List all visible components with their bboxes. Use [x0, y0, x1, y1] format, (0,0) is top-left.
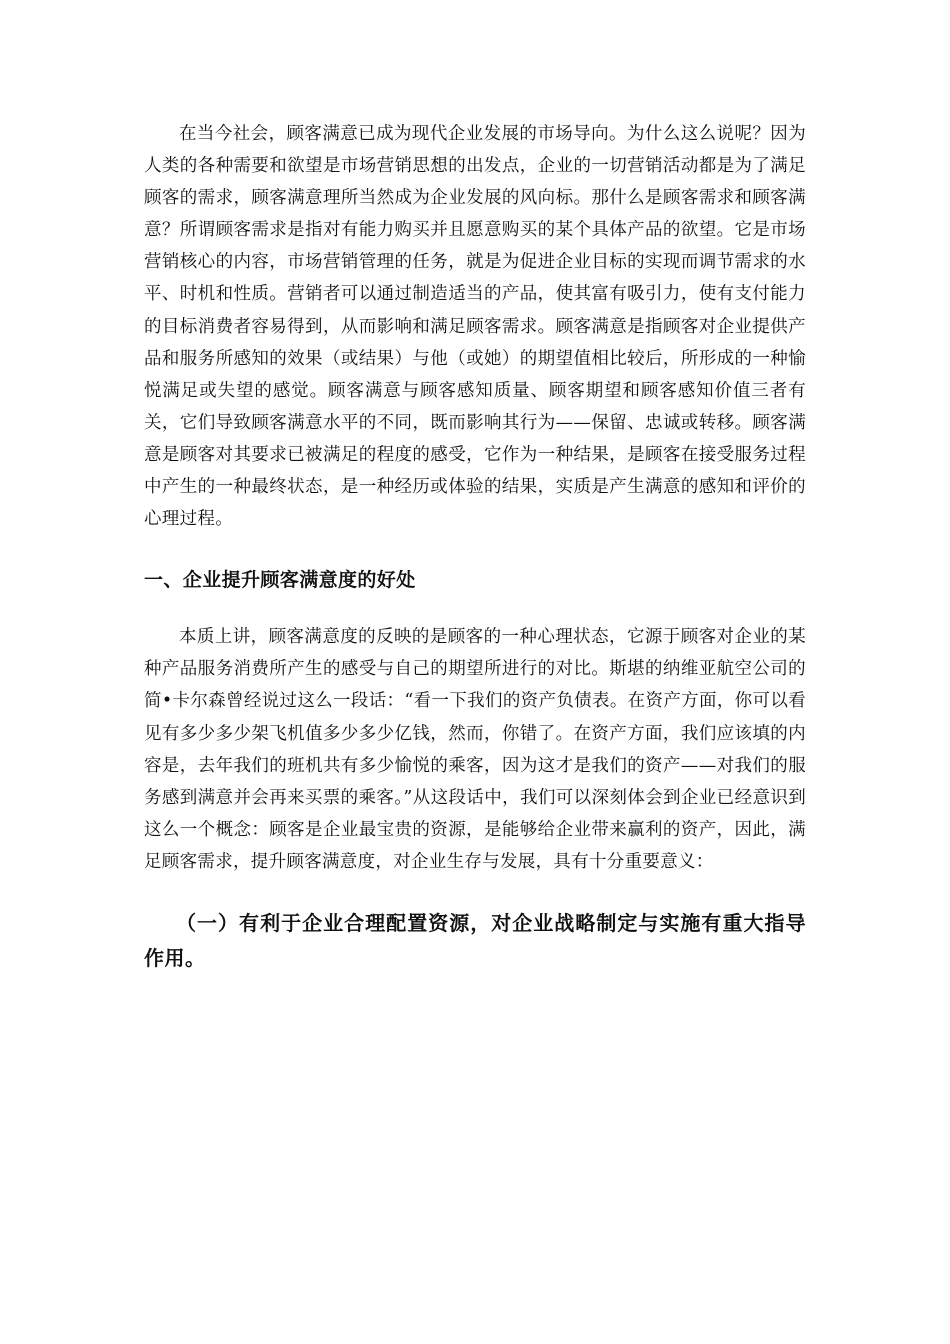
section-heading: 一、企业提升顾客满意度的好处: [144, 569, 416, 592]
section-paragraph: 本质上讲，顾客满意度的反映的是顾客的一种心理状态，它源于顾客对企业的某种产品服务消费所产生的感受与自己的期望所进行的对比。斯堪的纳维亚航空公司的简•卡尔森曾经说过这么一段话：“看一下我们的资产负债表。在资产方面，你可以看见有多少多少架飞机值多少多少亿钱，然而，你错了。在资产方面，我们应该填的内容是，去年我们的班机共有多少愉悦的乘客，因为这才是我们的资产——对我们的服务感到满意并会再来买票的乘客。”从这段话中，我们可以深刻体会到企业已经意识到这么一个概念：顾客是企业最宝贵的资源，是能够给企业带来赢利的资产，因此，满足顾客需求，提升顾客满意度，对企业生存与发展，具有十分重要意义：: [144, 627, 806, 872]
document-page: [144, 118, 806, 976]
intro-paragraph: 在当今社会，顾客满意已成为现代企业发展的市场导向。为什么这么说呢？因为人类的各种需要和欲望是市场营销思想的出发点，企业的一切营销活动都是为了满足顾客的需求，顾客满意理所当然成为企业发展的风向标。那什么是顾客需求和顾客满意？所谓顾客需求是指对有能力购买并且愿意购买的某个具体产品的欲望。它是市场营销核心的内容，市场营销管理的任务，就是为促进企业目标的实现而调节需求的水平、时机和性质。营销者可以通过制造适当的产品，使其富有吸引力，使有支付能力的目标消费者容易得到，从而影响和满足顾客需求。顾客满意是指顾客对企业提供产品和服务所感知的效果（或结果）与他（或她）的期望值相比较后，所形成的一种愉悦满足或失望的感觉。顾客满意与顾客感知质量、顾客期望和顾客感知价值三者有关，它们导致顾客满意水平的不同，既而影响其行为——保留、忠诚或转移。顾客满意是顾客对其要求已被满足的程度的感受，它作为一种结果，是顾客在接受服务过程中产生的一种最终状态，是一种经历或体验的结果，实质是产生满意的感知和评价的心理过程。: [144, 124, 806, 530]
subsection-heading: （一）有利于企业合理配置资源，对企业战略制定与实施有重大指导作用。: [144, 910, 806, 970]
